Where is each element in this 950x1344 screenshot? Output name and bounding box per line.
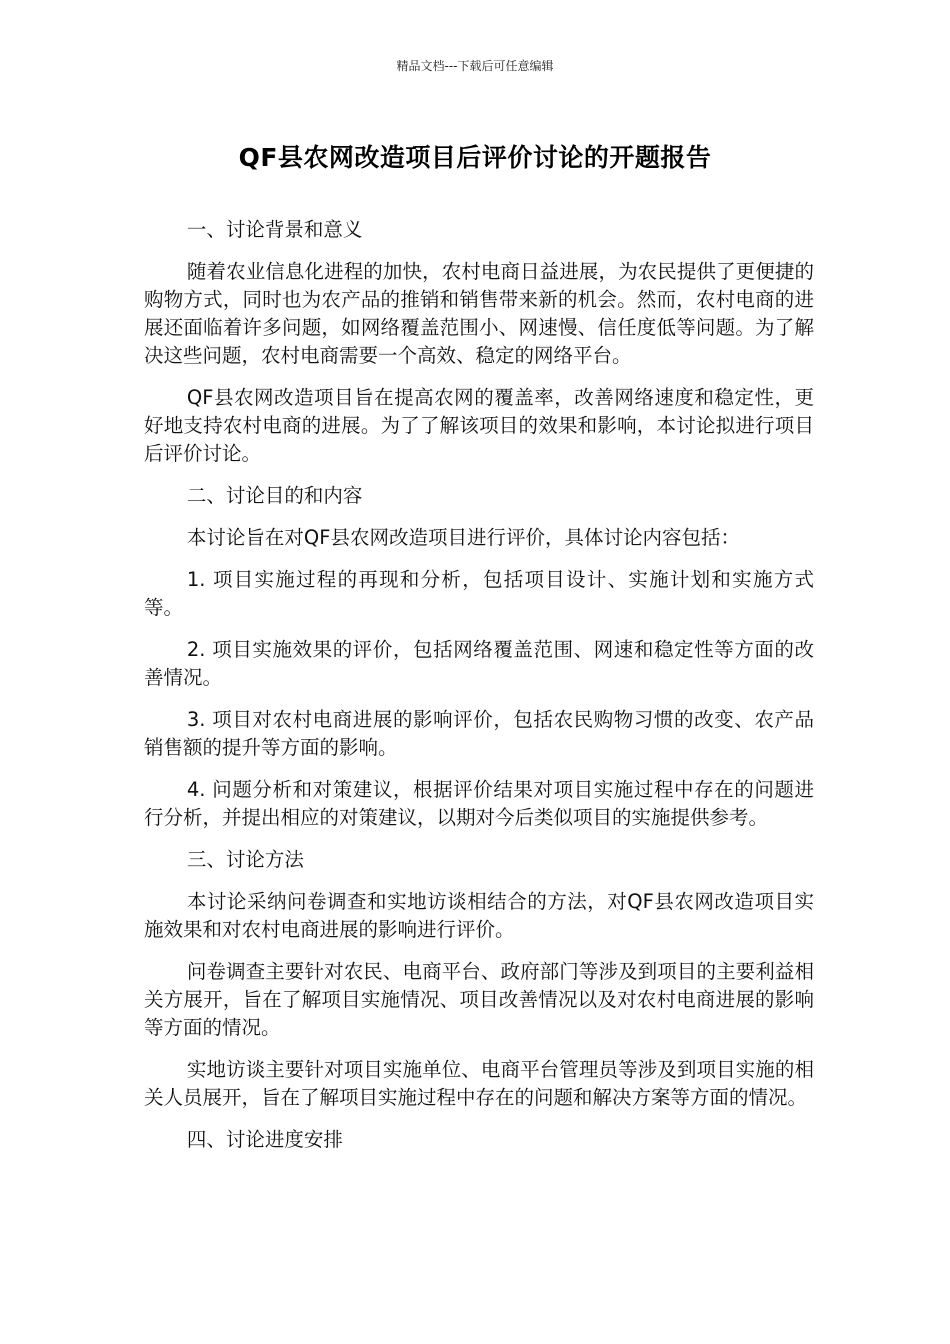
paragraph: 本讨论旨在对QF县农网改造项目进行评价，具体讨论内容包括： xyxy=(186,526,740,549)
paragraph: 实地访谈主要针对项目实施单位、电商平台管理员等涉及到项目实施的相关人员展开，旨在了解项目实施过程中存在的问题和解决方案等方面的情况。 xyxy=(144,1058,814,1109)
list-item: 2. 项目实施效果的评价，包括网络覆盖范围、网速和稳定性等方面的改善情况。 xyxy=(144,638,814,689)
document-title: QF县农网改造项目后评价讨论的开题报告 xyxy=(238,143,712,172)
section-heading: 三、讨论方法 xyxy=(186,848,304,871)
paragraph: QF县农网改造项目旨在提高农网的覆盖率，改善网络速度和稳定性，更好地支持农村电商的进展。为了了解该项目的效果和影响，本讨论拟进行项目后评价讨论。 xyxy=(144,386,814,465)
paragraph: 本讨论采纳问卷调查和实地访谈相结合的方法，对QF县农网改造项目实施效果和对农村电商进展的影响进行评价。 xyxy=(144,890,814,941)
list-item: 3. 项目对农村电商进展的影响评价，包括农民购物习惯的改变、农产品销售额的提升等方面的影响。 xyxy=(144,708,814,759)
list-item: 4. 问题分析和对策建议，根据评价结果对项目实施过程中存在的问题进行分析，并提出相应的对策建议，以期对今后类似项目的实施提供参考。 xyxy=(144,778,814,829)
list-item: 1. 项目实施过程的再现和分析，包括项目设计、实施计划和实施方式等。 xyxy=(144,568,814,619)
paragraph: 随着农业信息化进程的加快，农村电商日益进展，为农民提供了更便捷的购物方式，同时也为农产品的推销和销售带来新的机会。然而，农村电商的进展还面临着许多问题，如网络覆盖范围小、网速慢、信任度低等问题。为了解决这些问题，农村电商需要一个高效、稳定的网络平台。 xyxy=(144,260,814,367)
section-heading: 一、讨论背景和意义 xyxy=(186,218,363,241)
document-body xyxy=(144,216,814,1168)
paragraph: 问卷调查主要针对农民、电商平台、政府部门等涉及到项目的主要利益相关方展开，旨在了解项目实施情况、项目改善情况以及对农村电商进展的影响等方面的情况。 xyxy=(144,960,814,1039)
section-heading: 四、讨论进度安排 xyxy=(186,1128,343,1151)
header-note: 精品文档---下载后可任意编辑 xyxy=(396,59,554,73)
section-heading: 二、讨论目的和内容 xyxy=(186,484,363,507)
